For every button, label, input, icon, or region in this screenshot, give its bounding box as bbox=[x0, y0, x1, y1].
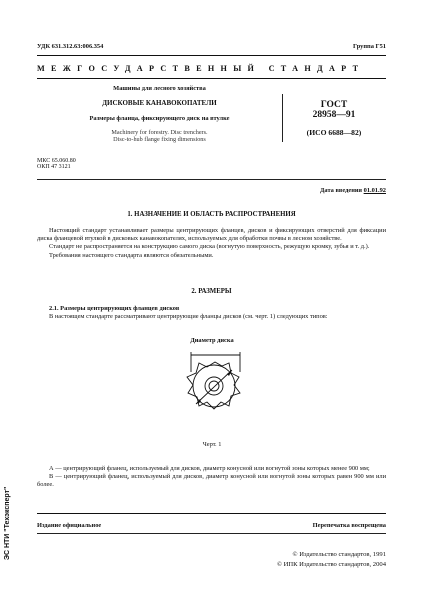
official-edition: Издание официальное bbox=[37, 522, 102, 529]
intro-date-value: 01.01.92 bbox=[363, 187, 386, 194]
hub-outer-ring bbox=[205, 377, 223, 395]
reprint-prohibited: Перепечатка воспрещена bbox=[312, 522, 386, 529]
okp-code: ОКП 47 3121 bbox=[37, 164, 71, 170]
type-a-description: А — центрирующий фланец, используемый для дисков, диаметр конусной или вогнутой зоны которых менее 900 мм; bbox=[49, 465, 370, 472]
figure-label: Диаметр диска bbox=[190, 337, 234, 344]
group-code: Группа Г51 bbox=[353, 43, 386, 50]
standard-name: ДИСКОВЫЕ КАНАВОКОПАТЕЛИ bbox=[102, 99, 217, 107]
udk-code: УДК 631.312.63:006.354 bbox=[37, 43, 104, 50]
section-1-body bbox=[37, 227, 386, 260]
gost-number: 28958—91 bbox=[312, 110, 356, 120]
mid-rule bbox=[37, 179, 386, 180]
diagonal-dimension-line bbox=[196, 370, 232, 404]
mks-code: МКС 65.060.80 bbox=[37, 158, 76, 164]
title-block bbox=[37, 85, 282, 143]
gost-label: ГОСТ bbox=[320, 100, 348, 110]
disc-drawing bbox=[168, 342, 258, 432]
classification-codes bbox=[37, 158, 76, 170]
gost-block bbox=[282, 100, 386, 137]
english-title-1: Machinery for forestry. Disc trenchers. bbox=[111, 129, 208, 136]
intro-date-label: Дата введения bbox=[320, 187, 363, 194]
copyright-1991: © Издательство стандартов, 1991 bbox=[292, 551, 386, 558]
intro-date bbox=[320, 187, 386, 194]
copyright-2004: © ИПК Издательство стандартов, 2004 bbox=[276, 561, 386, 568]
interstate-standard-banner: МЕЖГОСУДАРСТВЕННЫЙ СТАНДАРТ bbox=[37, 64, 365, 73]
disc-outline bbox=[187, 362, 240, 409]
header-rule-bottom bbox=[37, 78, 386, 79]
hub-inner-ring bbox=[209, 381, 219, 391]
section-2-body bbox=[37, 305, 386, 321]
section-2-1-heading: 2.1. Размеры центрирующих фланцев дисков bbox=[49, 305, 180, 312]
section-1-paragraph-3: Требования настоящего стандарта являются обязательными. bbox=[49, 251, 214, 259]
side-stamp: ЭС НТИ "Техэксперт" bbox=[4, 486, 11, 560]
type-b-description: В — центрирующий фланец, используемый для дисков, диаметр конусной или вогнутой зоны которых равен 900 мм или более. bbox=[37, 473, 386, 489]
footer-rule-2 bbox=[37, 533, 386, 534]
section-2-paragraph-1: В настоящем стандарте рассматривают центрирующие фланцы дисков (см. черт. 1) следующих типов: bbox=[49, 313, 328, 321]
standard-subtitle: Размеры фланца, фиксирующего диск на втулке bbox=[89, 115, 230, 122]
footer-rule bbox=[37, 513, 386, 514]
header-rule-top bbox=[37, 55, 386, 56]
section-2-heading: 2. РАЗМЕРЫ bbox=[191, 288, 232, 295]
machine-category: Машины для лесного хозяйства bbox=[113, 85, 206, 92]
figure-caption: Черт. 1 bbox=[202, 441, 222, 448]
english-title-2: Disc-to-hub flange fixing dimensions bbox=[113, 136, 206, 143]
iso-number: (ИСО 6688—82) bbox=[306, 128, 362, 137]
section-1-heading: 1. НАЗНАЧЕНИЕ И ОБЛАСТЬ РАСПРОСТРАНЕНИЯ bbox=[127, 211, 296, 218]
section-1-paragraph-2: Стандарт не распространяется на конструкцию самого диска (вогнутую поверхность, режущую кромку, зубья и т. д.). bbox=[49, 243, 370, 251]
section-1-paragraph-1: Настоящий стандарт устанавливает размеры центрирующих фланцев, дисков и фиксирующих отверстий для фиксации диска фланцевой втулкой в дисковых канавокопателях, используемых для обработки почвы в лесном хозяйстве. bbox=[37, 227, 386, 243]
types-body bbox=[37, 465, 386, 490]
